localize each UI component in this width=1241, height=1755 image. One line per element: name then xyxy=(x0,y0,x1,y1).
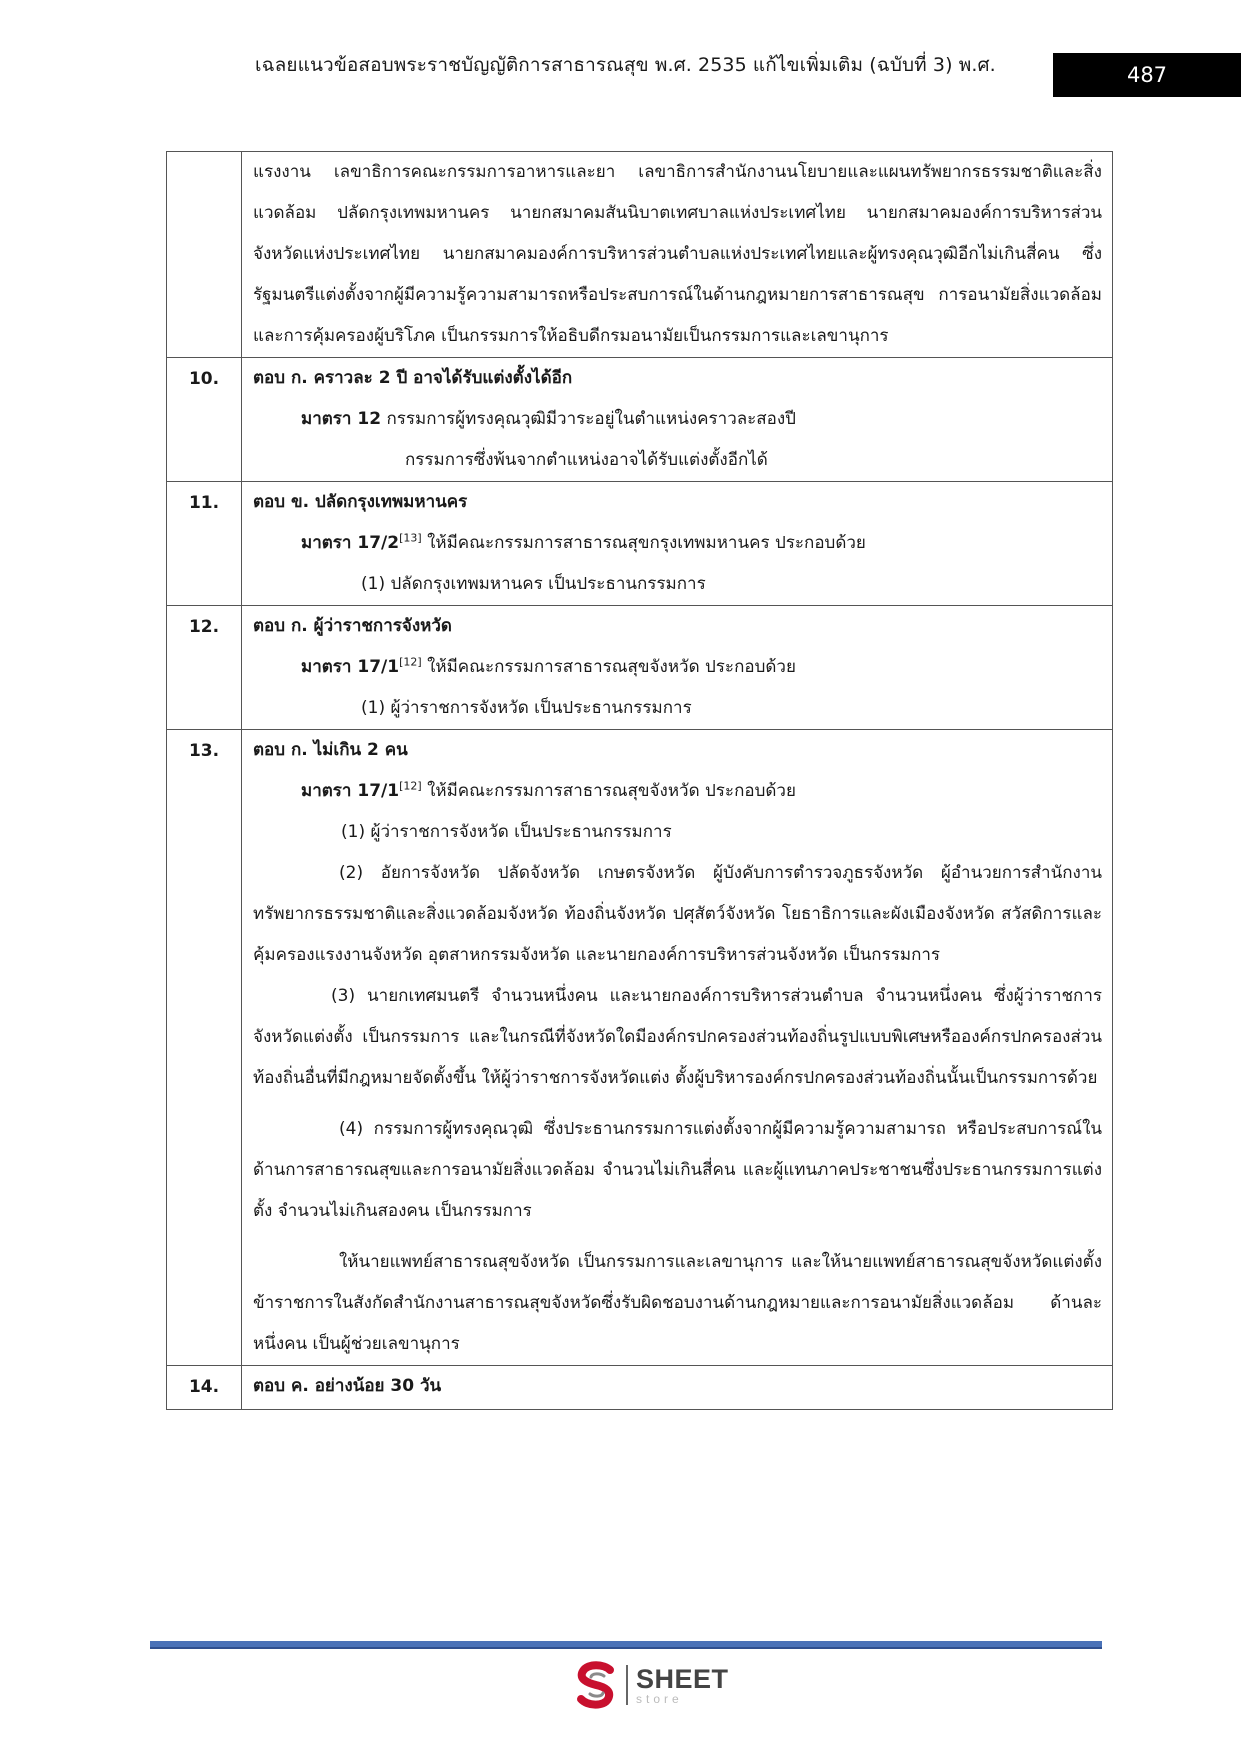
answer-line: ตอบ ข. ปลัดกรุงเทพมหานคร xyxy=(253,492,468,512)
law-section: มาตรา 17/1 xyxy=(301,657,400,677)
footer-rule xyxy=(150,1641,1102,1649)
logo-s-icon xyxy=(574,1661,620,1709)
answer-table xyxy=(166,151,1113,1410)
law-line xyxy=(253,647,1102,688)
law-text: กรรมการผู้ทรงคุณวุฒิมีวาระอยู่ในตำแหน่งคราวละสองปี xyxy=(386,409,796,429)
row-number xyxy=(167,152,242,358)
law-closing: ให้นายแพทย์สาธารณสุขจังหวัด เป็นกรรมการและเลขานุการ และให้นายแพทย์สาธารณสุขจังหวัดแต่งตั้งข้าราชการในสังกัดสำนักงานสาธารณสุขจังหวัดซึ่งรับผิดชอบงานด้านกฎหมายและการอนามัยสิ่งแวดล้อม ด้านละหนึ่งคน เป็นผู้ช่วยเลขานุการ xyxy=(253,1252,1102,1354)
law-text-continued: กรรมการซึ่งพ้นจากตำแหน่งอาจได้รับแต่งตั้งอีกได้ xyxy=(405,450,768,470)
logo-divider xyxy=(626,1665,628,1705)
row-number: 11. xyxy=(167,482,242,606)
table-row xyxy=(167,358,1113,482)
spacer xyxy=(253,1099,1102,1109)
law-section: มาตรา 17/2 xyxy=(301,533,400,553)
law-item: (1) ผู้ว่าราชการจังหวัด เป็นประธานกรรมการ xyxy=(361,698,692,718)
law-line xyxy=(253,771,1102,812)
logo-sub: store xyxy=(636,1691,683,1706)
logo-word: SHEET xyxy=(636,1663,729,1694)
row-number: 14. xyxy=(167,1366,242,1410)
law-item: (2) อัยการจังหวัด ปลัดจังหวัด เกษตรจังหวัด ผู้บังคับการตำรวจภูธรจังหวัด ผู้อำนวยการสำนักงานทรัพยากรธรรมชาติและสิ่งแวดล้อมจังหวัด ท้องถิ่นจังหวัด ปศุสัตว์จังหวัด โยธาธิการและผังเมืองจังหวัด สวัสดิการและคุ้มครองแรงงานจังหวัด อุตสาหกรรมจังหวัด และนายกองค์การบริหารส่วนจังหวัด เป็นกรรมการ xyxy=(253,863,1102,965)
law-line xyxy=(253,523,1102,564)
answer-line: ตอบ ก. ไม่เกิน 2 คน xyxy=(253,740,408,760)
row-body xyxy=(242,152,1113,358)
law-text: ให้มีคณะกรรมการสาธารณสุขกรุงเทพมหานคร ประกอบด้วย xyxy=(427,533,866,553)
law-line xyxy=(253,399,1102,440)
law-text: ให้มีคณะกรรมการสาธารณสุขจังหวัด ประกอบด้วย xyxy=(427,657,796,677)
law-section: มาตรา 17/1 xyxy=(301,781,400,801)
table-row xyxy=(167,1366,1113,1410)
sheet-store-logo xyxy=(574,1660,729,1710)
row-body xyxy=(242,606,1113,730)
law-item: (1) ปลัดกรุงเทพมหานคร เป็นประธานกรรมการ xyxy=(361,574,706,594)
page-number-box xyxy=(1053,53,1241,97)
law-text: ให้มีคณะกรรมการสาธารณสุขจังหวัด ประกอบด้วย xyxy=(427,781,796,801)
row-body xyxy=(242,730,1113,1366)
table-row xyxy=(167,606,1113,730)
answer-line: ตอบ ก. คราวละ 2 ปี อาจได้รับแต่งตั้งได้อีก xyxy=(253,368,573,388)
law-item: (3) นายกเทศมนตรี จำนวนหนึ่งคน และนายกองค์การบริหารส่วนตำบล จำนวนหนึ่งคน ซึ่งผู้ว่าราชการจังหวัดแต่งตั้ง เป็นกรรมการ และในกรณีที่จังหวัดใดมีองค์กรปกครองส่วนท้องถิ่นรูปแบบพิเศษหรือองค์กรปกครองส่วนท้องถิ่นอื่นที่มีกฎหมายจัดตั้งขึ้น ให้ผู้ว่าราชการจังหวัดแต่ง ตั้งผู้บริหารองค์กรปกครองส่วนท้องถิ่นนั้นเป็นกรรมการด้วย xyxy=(253,986,1102,1088)
row-number: 13. xyxy=(167,730,242,1366)
footnote-ref: [12] xyxy=(399,655,422,669)
footnote-ref: [13] xyxy=(399,531,422,545)
footnote-ref: [12] xyxy=(399,779,422,793)
table-row xyxy=(167,730,1113,1366)
row-number: 12. xyxy=(167,606,242,730)
row-body xyxy=(242,482,1113,606)
table-row xyxy=(167,152,1113,358)
logo-text xyxy=(636,1663,729,1706)
spacer xyxy=(253,1232,1102,1242)
row-number: 10. xyxy=(167,358,242,482)
answer-line: ตอบ ค. อย่างน้อย 30 วัน xyxy=(253,1376,442,1396)
page-header-title: เฉลยแนวข้อสอบพระราชบัญญัติการสาธารณสุข พ.ศ. 2535 แก้ไขเพิ่มเติม (ฉบับที่ 3) พ.ศ. xyxy=(255,54,996,76)
continuation-text: แรงงาน เลขาธิการคณะกรรมการอาหารและยา เลขาธิการสำนักงานนโยบายและแผนทรัพยากรธรรมชาติและสิ่งแวดล้อม ปลัดกรุงเทพมหานคร นายกสมาคมสันนิบาตเทศบาลแห่งประเทศไทย นายกสมาคมองค์การบริหารส่วนจังหวัดแห่งประเทศไทย นายกสมาคมองค์การบริหารส่วนตำบลแห่งประเทศไทยและผู้ทรงคุณวุฒิอีกไม่เกินสี่คน ซึ่งรัฐมนตรีแต่งตั้งจากผู้มีความรู้ความสามารถหรือประสบการณ์ในด้านกฎหมายการสาธารณสุข การอนามัยสิ่งแวดล้อม และการคุ้มครองผู้บริโภค เป็นกรรมการให้อธิบดีกรมอนามัยเป็นกรรมการและเลขานุการ xyxy=(253,162,1102,346)
table-row xyxy=(167,482,1113,606)
page-number: 487 xyxy=(1126,63,1168,87)
row-body xyxy=(242,1366,1113,1410)
law-section: มาตรา 12 xyxy=(301,409,382,429)
row-body xyxy=(242,358,1113,482)
law-item: (4) กรรมการผู้ทรงคุณวุฒิ ซึ่งประธานกรรมการแต่งตั้งจากผู้มีความรู้ความสามารถ หรือประสบการณ์ในด้านการสาธารณสุขและการอนามัยสิ่งแวดล้อม จำนวนไม่เกินสี่คน และผู้แทนภาคประชาชนซึ่งประธานกรรมการแต่งตั้ง จำนวนไม่เกินสองคน เป็นกรรมการ xyxy=(253,1119,1102,1221)
answer-line: ตอบ ก. ผู้ว่าราชการจังหวัด xyxy=(253,616,452,636)
law-item: (1) ผู้ว่าราชการจังหวัด เป็นประธานกรรมการ xyxy=(341,822,672,842)
